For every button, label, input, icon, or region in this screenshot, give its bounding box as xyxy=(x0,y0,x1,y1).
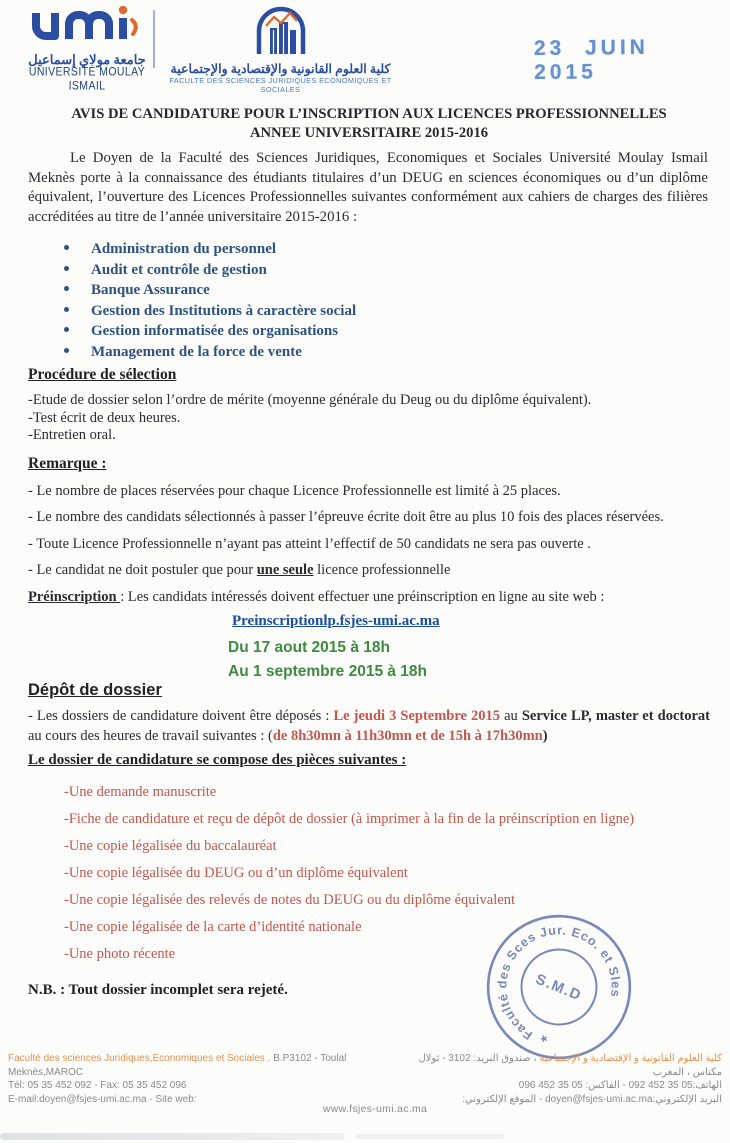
remarque-item xyxy=(28,562,710,579)
preinscription-link[interactable]: Preinscriptionlp.fsjes-umi.ac.ma xyxy=(232,613,440,629)
footer-ar-address: ، صندوق البريد: 3102 - ثولال xyxy=(418,1053,540,1064)
preinscription-period-from: Du 17 aout 2015 à 18h xyxy=(228,639,390,656)
list-item xyxy=(64,239,356,260)
bullet-icon xyxy=(64,348,69,353)
depot-part2: au xyxy=(500,708,522,724)
footer-ar-line1 xyxy=(372,1052,722,1066)
list-item xyxy=(64,321,356,342)
piece-item: -Une copie légalisée du DEUG ou d’un diplôme équivalent xyxy=(64,865,408,881)
piece-item: -Une demande manuscrite xyxy=(64,784,217,800)
footer-fr-email: E-mail:doyen@fsjes-umi.ac.ma - Site web: xyxy=(8,1093,197,1105)
piece-item: -Une copie légalisée du baccalauréat xyxy=(64,838,277,854)
bullet-icon xyxy=(64,245,69,250)
umi-logo-icon xyxy=(22,6,152,46)
footer-fr-city: Meknès,MAROC xyxy=(8,1066,84,1078)
depot-heading: Dépôt de dossier xyxy=(28,681,162,699)
footer-arabic-block xyxy=(372,1052,722,1106)
faculty-logo-block xyxy=(163,4,398,94)
remarque-last-suffix: licence professionnelle xyxy=(313,562,451,578)
program-label: Banque Assurance xyxy=(91,282,210,299)
program-label: Gestion des Institutions à caractère social xyxy=(91,302,357,319)
footer-ar-phone: الهاتف:05 35 452 092 - الفاكس: 05 35 452 096 xyxy=(518,1080,722,1091)
list-item xyxy=(64,280,356,301)
piece-item: -Une copie légalisée des relevés de notes du DEUG ou du diplôme équivalent xyxy=(64,892,515,908)
title-line-2: ANNEE UNIVERSITAIRE 2015-2016 xyxy=(249,125,489,141)
stamp-star: * xyxy=(539,1032,551,1052)
umi-latin-name: UNIVERSITÉ MOULAY ISMAIL xyxy=(28,65,146,93)
footer-fr-line1 xyxy=(8,1052,370,1066)
program-label: Audit et contrôle de gestion xyxy=(91,261,267,278)
footer-ar-faculty-name: كلية العلوم القانونية و الإقتصادية و الإجتماعية xyxy=(539,1053,722,1064)
program-list xyxy=(64,239,356,363)
piece-item: -Une photo récente xyxy=(64,946,176,962)
depot-paragraph xyxy=(28,706,710,746)
nota-bene: N.B. : Tout dossier incomplet sera rejeté. xyxy=(28,982,288,998)
remarque-item: - Le nombre des candidats sélectionnés à passer l’épreuve écrite doit être au plus 10 fois des places réservées. xyxy=(28,509,664,525)
footer-ar-city: مكناس ، المغرب xyxy=(652,1066,722,1078)
depot-service: Service LP, master et doctorat xyxy=(521,708,710,724)
footer-fr-address: . B.P3102 - Toulal xyxy=(264,1053,347,1064)
intro-paragraph: Le Doyen de la Faculté des Sciences Juridiques, Economiques et Sociales Université Moulay Ismail Meknès porte à la connaissance des étudiants titulaires d’un DEUG en sciences économiques ou d’un diplôme équivalent, l’ouverture des Licences Professionnelles suivantes conformément aux cahiers de charges des filières accréditées au titre de l’année universitaire 2015-2016 : xyxy=(28,150,708,225)
faculty-latin-name: FACULTE DES SCIENCES JURIDIQUES ECONOMIQUES ET SOCIALES xyxy=(169,76,392,94)
remarque-heading: Remarque : xyxy=(28,455,107,472)
bullet-icon xyxy=(64,286,69,291)
selection-item: -Etude de dossier selon l’ordre de mérite (moyenne générale du Deug ou du diplôme équivalent). xyxy=(28,392,592,408)
footer-french-block xyxy=(8,1052,370,1106)
umi-logo-block xyxy=(18,6,156,91)
footer-fr-faculty-name: Faculté des sciences Juridiques,Economiques et Sociales xyxy=(8,1053,265,1064)
faculty-arabic-name: كلية العلوم القانونية والإقتصادية والإجتماعية xyxy=(170,62,391,76)
selection-heading: Procédure de sélection xyxy=(28,366,177,383)
depot-part4: ) xyxy=(542,728,548,744)
selection-section xyxy=(28,366,708,445)
piece-item: -Fiche de candidature et reçu de dépôt de dossier (à imprimer à la fin de la préinscription en ligne) xyxy=(64,811,635,827)
faculty-round-stamp xyxy=(478,906,640,1068)
faculty-logo-icon xyxy=(250,4,312,56)
scan-artifact-stripe xyxy=(355,1134,505,1139)
remarque-item: - Toute Licence Professionnelle n’ayant pas atteint l’effectif de 50 candidats ne sera pas ouverte . xyxy=(28,535,591,552)
program-label: Management de la force de vente xyxy=(91,343,302,360)
footer-website: www.fsjes-umi.ac.ma xyxy=(322,1103,428,1115)
program-label: Administration du personnel xyxy=(91,241,277,257)
svg-text:Faculté des Sces Jur. Eco. et xyxy=(479,907,633,1048)
stamp-center-text: S.M.D xyxy=(533,971,585,1005)
list-item xyxy=(64,260,356,281)
remarque-last-emphasis: une seule xyxy=(256,562,314,578)
pieces-heading: Le dossier de candidature se compose des pièces suivantes : xyxy=(28,752,407,768)
list-item xyxy=(64,342,356,363)
depot-section xyxy=(28,681,710,746)
bullet-icon xyxy=(64,266,69,271)
bullet-icon xyxy=(64,307,69,312)
selection-item: -Test écrit de deux heures. xyxy=(28,409,181,426)
depot-hours: de 8h30mn à 11h30mn et de 15h à 17h30mn xyxy=(272,728,543,744)
footer-ar-email: البريد الإلكتروني:doyen@fsjes-umi.ac.ma - الموقع الإلكتروني: xyxy=(462,1093,722,1105)
depot-part1: - Les dossiers de candidature doivent être déposés : xyxy=(28,708,334,724)
document-title xyxy=(30,105,708,143)
received-date-stamp: 23 JUIN 2015 xyxy=(533,35,650,85)
list-item xyxy=(64,301,356,322)
scan-artifact-stripe xyxy=(0,1133,345,1140)
preinscription-label: Préinscription xyxy=(28,589,121,605)
remarque-item: - Le nombre de places réservées pour chaque Licence Professionnelle est limité à 25 places. xyxy=(28,482,561,499)
umi-arabic-name: جامعة مولاي إسماعيل xyxy=(28,52,146,67)
depot-part3: au cours des heures de travail suivantes : ( xyxy=(28,728,273,744)
footer-fr-phone: Tél: 05 35 452 092 - Fax: 05 35 452 096 xyxy=(8,1080,187,1091)
selection-item: -Entretien oral. xyxy=(28,427,116,443)
bullet-icon xyxy=(64,327,69,332)
remarque-last-prefix: - Le candidat ne doit postuler que pour xyxy=(28,562,257,578)
title-line-1: AVIS DE CANDIDATURE POUR L’INSCRIPTION AUX LICENCES PROFESSIONNELLES xyxy=(71,106,667,122)
preinscription-text: : Les candidats intéressés doivent effectuer une préinscription en ligne au site web : xyxy=(120,589,605,605)
piece-item: -Une copie légalisée de la carte d’identité nationale xyxy=(64,919,362,935)
program-label: Gestion informatisée des organisations xyxy=(91,323,339,340)
header-divider xyxy=(153,10,155,68)
stamp-ring-text: Faculté des Sces Jur. Eco. et Sles xyxy=(495,923,623,1043)
remarque-section xyxy=(28,455,710,579)
depot-date: Le jeudi 3 Septembre 2015 xyxy=(333,708,501,724)
preinscription-period-to: Au 1 septembre 2015 à 18h xyxy=(228,663,428,680)
preinscription-line xyxy=(28,589,710,606)
